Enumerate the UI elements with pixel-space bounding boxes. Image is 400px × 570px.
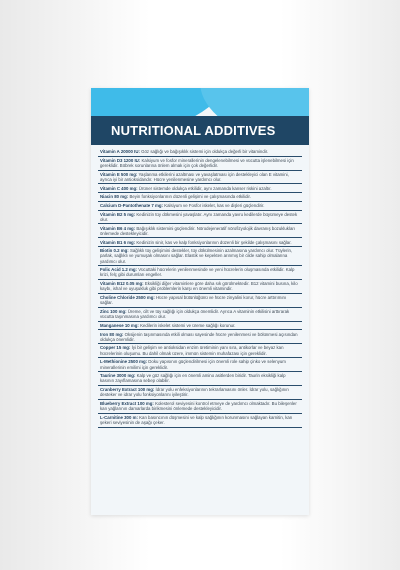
nutrient-name: Vitamin C 400 mg: [100, 185, 138, 191]
nutrient-name: Zinc 100 mg: [100, 308, 127, 314]
page-title: NUTRITIONAL ADDITIVES [111, 123, 276, 138]
nutrient-name: Biotin 0.2 mg: [100, 248, 129, 254]
nutrient-description: İyi bir gelişim ve antioksidan enzim üretiminin yanı sıra, antikorlar ve beyaz kan hücrelerinin oluşumu. Bu dahil olmak üzere, immün sistemin muhafazası için gereklidir. [100, 345, 284, 356]
list-item [98, 280, 302, 294]
nutrient-name: Manganese 10 mg: [100, 322, 139, 328]
list-item [98, 238, 302, 247]
nutrient-name: Iron 80 mg: [100, 331, 124, 337]
list-item [98, 211, 302, 225]
title-bar [91, 116, 309, 145]
list-item [98, 372, 302, 386]
list-item [98, 358, 302, 372]
list-item [98, 330, 302, 344]
nutrient-description: Kalsiyum ve Fosfor iskelet, kas ve dişleri güçlendirir. [164, 203, 265, 209]
nutrient-name: Vitamin B6 4 mg: [100, 225, 136, 231]
list-item [98, 148, 302, 157]
nutrient-name: Vitamin D3 1200 IU: [100, 157, 141, 163]
nutrient-description: Beyin fonksiyonlarının düzenli gelişimi ve çalışmasında etkilidir. [129, 194, 251, 200]
nutrient-description: Yaşlanma etkilerini azaltması ve yavaşlatması için destekleyici olan E vitamini, ayrıca iyi bir antioksidandır. Hücre yenilenmesine yardımcı olur. [100, 171, 289, 182]
nutrient-name: Choline Chloride 2500 mg: [100, 295, 155, 301]
nutrient-name: Niacin 80 mg: [100, 194, 129, 200]
list-item [98, 202, 302, 211]
list-item [98, 184, 302, 193]
list-item [98, 266, 302, 280]
nutrient-description: Kalp ve göz sağlığı için en önemli amino asitlerden biridir. Taurin eksikliği kalp kasının zayıflamasına sebep olabilir. [100, 373, 286, 384]
nutrient-name: Folic Acid 1.2 mg: [100, 267, 138, 273]
nutrient-name: L-Methionine 2500 mg: [100, 359, 148, 365]
nutrient-name: Vitamin B2 5 mg: [100, 211, 136, 217]
list-item [98, 157, 302, 171]
nutrient-description: Bağışıklık sistemini güçlendirir. Nörodejeneratif nörofizyolojik davranış bozuklukları önlemede destekleyicidir. [100, 225, 296, 236]
list-item [98, 400, 302, 414]
nutrient-name: Cranberry Extract 100 mg: [100, 387, 155, 393]
nutrient-description: Kan basıncının düşmesini ve kalp sağlığının korunmasını sağlayan karnitin, kan şekeri seviyesinin de aşağı çeker. [100, 414, 293, 426]
nutrient-name: L-Carnitine 300 m: [100, 414, 138, 420]
list-item [98, 322, 302, 331]
list-item [98, 247, 302, 266]
nutrient-description: Sağlıklı tüy gelişimini destekler, tüy dökülmesinin azalmasına yardımcı olur. Tüylerin, parlak, sağlıklı ve yumuşak olmasını sağlar. Elastik ve kepekten arınmış bir cilde sahip olmalarına yardımcı olur. [100, 248, 293, 264]
nutrient-description: Kedilerin iskelet sistemi ve üreme sağlığı korunur. [140, 322, 236, 328]
nutrient-name: Vitamin A 20000 IU: [100, 149, 140, 155]
nutrient-name: Calcium D-Pantothenate 7 mg: [100, 203, 163, 209]
list-item [98, 414, 302, 428]
additives-list [98, 148, 302, 428]
list-item [98, 171, 302, 185]
nutrient-description: Kedinizin tüy dökmesini yavaşlatır. Aynı zamanda yavru kedilerde büyümeye destek olur. [100, 211, 298, 222]
nutrient-description: Üreme, cilt ve tüy sağlığı için oldukça önemlidir. Ayrıca A vitaminin etkilisini arttırarak vücutta taşınmasına yardımcı olur. [100, 308, 290, 320]
list-item [98, 386, 302, 400]
list-item [98, 224, 302, 238]
list-item [98, 294, 302, 308]
nutrient-name: Taurine 3000 mg: [100, 373, 136, 379]
list-item [98, 344, 302, 358]
nutrient-description: Kalsiyum ve fosfor minerallerinin dengelenebilmesi ve vücutta işlenebilmesi için gereklidir. Böbrek sorunlarına önlem almak için çok değerlidir. [100, 157, 294, 169]
nutrient-name: Vitamin E 500 mg: [100, 171, 138, 177]
nutrient-description: Oksijenin taşınmasında etkili olması sayesinde hücre yenilenmesi ve bölünmesi açısından oldukça önemlidir. [100, 331, 298, 342]
nutrient-name: Blueberry Extract 100 mg: [100, 400, 154, 406]
list-item [98, 308, 302, 322]
nutrient-name: Copper 15 mg: [100, 345, 131, 351]
nutrient-name: Vitamin B12 0.05 mg: [100, 281, 144, 287]
nutrient-description: Doku yapısının güçlendirilmesi için önemli role sahip çinko ve selenyum minerallerinin emilimi için gereklidir. [100, 359, 286, 370]
nutrient-description: Vücuttaki hücrelerin yenilenmesinde ve yeni hücrelerin oluşmasında etkilidir. Kalp krizi, felç gibi durumları engeller. [100, 267, 295, 278]
nutrient-description: Ürüner sistemde oldukça etkilidir, aynı zamanda kanser riskini azaltır. [138, 185, 272, 191]
nutrition-card [91, 88, 309, 515]
nutrient-description: Kolesterol seviyesini kontrol etmeye de yardımcı olmaktadır. Bu bileşenler kan yağlarının damarlarda birikmesini önlemede destekleyicidir. [100, 400, 297, 412]
nutrient-description: Eksikliği diğer vitaminlere göre daha sık görülmektedir. B12 vitamini busına, kilo kaybı, ishal ve uyuşukluk gibi problemlerin karşı en önemli vitamindir. [100, 281, 298, 292]
nutrient-description: Kedinizin sinir, kas ve kalp fonksiyonlarının düzenli bir şekilde çalışmasını sağlar. [136, 239, 292, 245]
nutrient-description: İdrar yolu enfeksiyonlarının tekrarlamasını önler. İdrar yolu, sağlığının desteker ve idrar yolu fonksiyonlarını iyileştirir. [100, 387, 289, 398]
nutrient-name: Vitamin B1 6 mg: [100, 239, 136, 245]
nutrient-description: Hücre yapısal bütünlüğünü ve hücre zinyalini korur, hücre arttırımını sağlar. [100, 295, 287, 306]
list-item [98, 193, 302, 202]
nutrient-description: Göz sağlığı ve bağışıklık sistemi için oldukça değerli bir vitamindir. [141, 149, 269, 155]
